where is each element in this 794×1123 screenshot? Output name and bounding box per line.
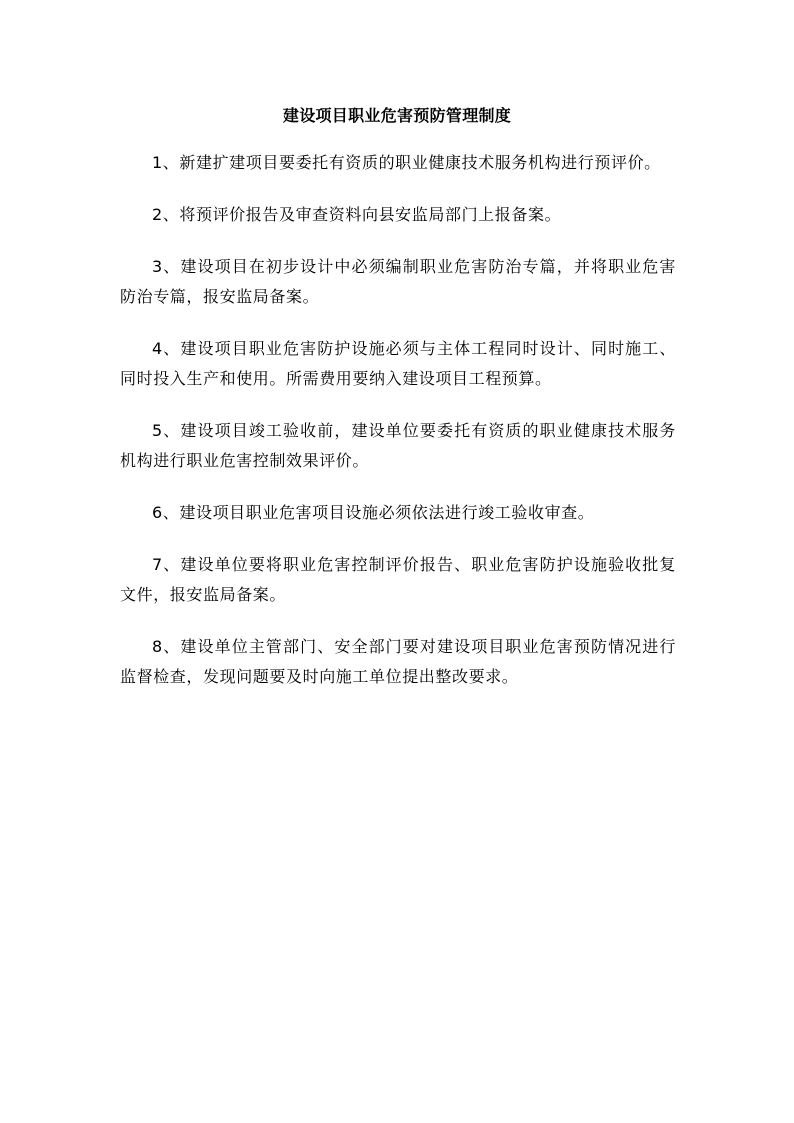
paragraph-5: 5、建设项目竣工验收前，建设单位要委托有资质的职业健康技术服务机构进行职业危害控制效果评价。 [120, 421, 676, 470]
paragraph-1: 1、新建扩建项目要委托有资质的职业健康技术服务机构进行预评价。 [152, 153, 661, 172]
paragraph-2: 2、将预评价报告及审查资料向县安监局部门上报备案。 [152, 205, 562, 224]
document-title: 建设项目职业危害预防管理制度 [282, 106, 512, 125]
paragraph-7: 7、建设单位要将职业危害控制评价报告、职业危害防护设施验收批复文件，报安监局备案。 [120, 555, 676, 604]
paragraph-8: 8、建设单位主管部门、安全部门要对建设项目职业危害预防情况进行监督检查，发现问题要及时向施工单位提出整改要求。 [120, 637, 676, 686]
paragraph-4: 4、建设项目职业危害防护设施必须与主体工程同时设计、同时施工、同时投入生产和使用。所需费用要纳入建设项目工程预算。 [120, 339, 676, 388]
paragraph-3: 3、建设项目在初步设计中必须编制职业危害防治专篇，并将职业危害防治专篇，报安监局备案。 [120, 257, 676, 306]
document-body [120, 148, 676, 714]
paragraph-6: 6、建设项目职业危害项目设施必须依法进行竣工验收审查。 [152, 503, 595, 522]
